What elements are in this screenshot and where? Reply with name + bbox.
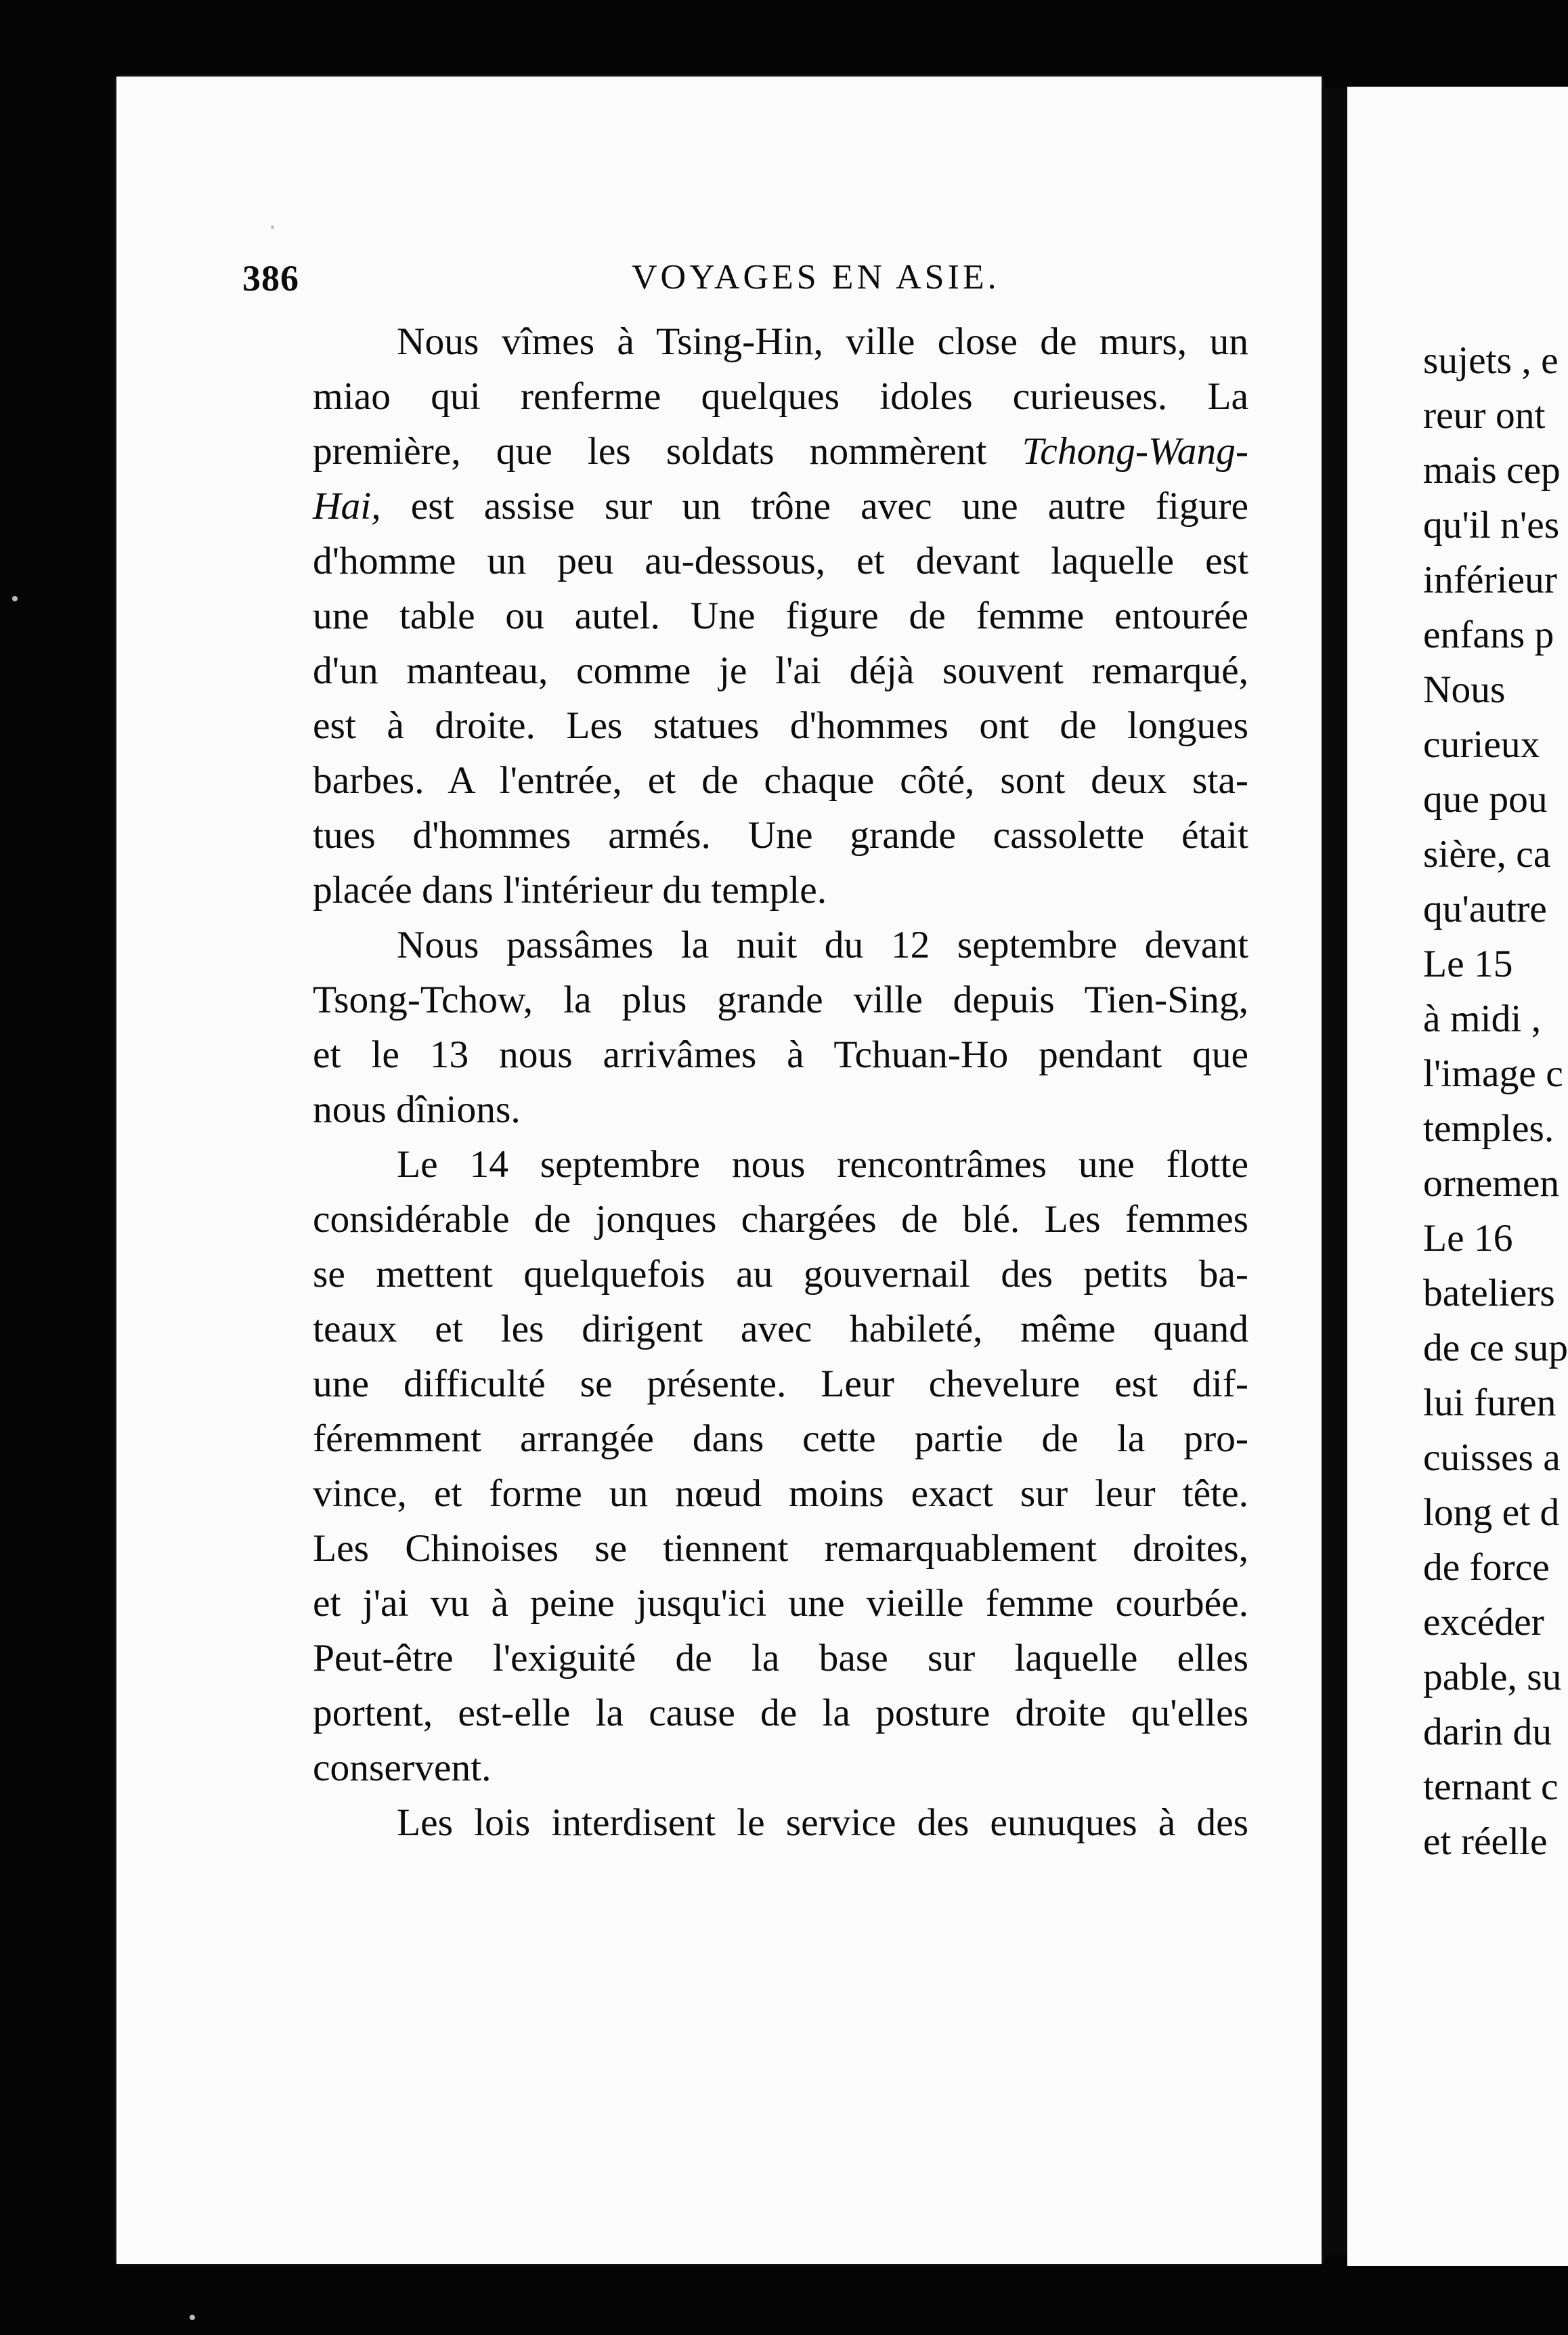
right-text-line: sière, ca bbox=[1423, 833, 1551, 876]
right-text-line: ternant c bbox=[1423, 1765, 1559, 1808]
text-run: une table ou autel. Une figure de femme entourée bbox=[313, 595, 1248, 637]
text-line bbox=[313, 808, 1248, 863]
text-line bbox=[313, 1686, 1248, 1740]
text-run: miao qui renferme quelques idoles curieuses. La bbox=[313, 375, 1248, 418]
right-text-line: Nous bbox=[1423, 668, 1506, 711]
text-line bbox=[313, 1302, 1248, 1356]
right-text-line: de ce sup bbox=[1423, 1327, 1568, 1369]
right-text-line: reur ont bbox=[1423, 394, 1546, 437]
right-text-line: lui furen bbox=[1423, 1381, 1556, 1424]
text-run: féremment arrangée dans cette partie de la pro- bbox=[313, 1417, 1248, 1460]
text-run: teaux et les dirigent avec habileté, même quand bbox=[313, 1308, 1248, 1350]
right-text-line: que pou bbox=[1423, 778, 1548, 821]
page-number: 386 bbox=[242, 258, 299, 299]
scan-speck bbox=[190, 2315, 195, 2320]
right-text-line: Le 16 bbox=[1423, 1217, 1513, 1260]
text-line bbox=[313, 1740, 1248, 1795]
text-run: Les Chinoises se tiennent remarquablement droites, bbox=[313, 1527, 1248, 1570]
running-title: VOYAGES EN ASIE. bbox=[632, 258, 1000, 297]
main-text-block bbox=[313, 314, 1248, 1850]
text-run: et le 13 nous arrivâmes à Tchuan-Ho pendant que bbox=[313, 1033, 1248, 1076]
right-text-line: et réelle bbox=[1423, 1820, 1548, 1863]
right-text-line: pable, su bbox=[1423, 1656, 1562, 1698]
right-text-line: temples. bbox=[1423, 1107, 1554, 1150]
text-run: Peut-être l'exiguité de la base sur laquelle elles bbox=[313, 1637, 1248, 1679]
text-line bbox=[355, 918, 1248, 972]
text-line bbox=[313, 1466, 1248, 1521]
text-run: une difficulté se présente. Leur chevelure est dif- bbox=[313, 1363, 1248, 1405]
text-run: est à droite. Les statues d'hommes ont de longues bbox=[313, 704, 1248, 747]
text-line bbox=[313, 588, 1248, 643]
right-text-line: qu'il n'es bbox=[1423, 504, 1560, 547]
text-line bbox=[313, 1082, 1248, 1137]
text-line bbox=[313, 479, 1248, 534]
text-line bbox=[355, 1795, 1248, 1850]
text-line bbox=[313, 643, 1248, 698]
text-run: Nous passâmes la nuit du 12 septembre devant bbox=[397, 924, 1248, 966]
right-text-line: curieux bbox=[1423, 723, 1540, 766]
right-text-line: ornemen bbox=[1423, 1162, 1560, 1205]
scan-speck bbox=[271, 226, 274, 229]
text-run: conservent. bbox=[313, 1747, 492, 1789]
right-text-line: darin du bbox=[1423, 1711, 1552, 1753]
text-line bbox=[313, 1631, 1248, 1686]
text-run: Le 14 septembre nous rencontrâmes une flotte bbox=[397, 1143, 1248, 1186]
text-run: barbes. A l'entrée, et de chaque côté, sont deux sta- bbox=[313, 759, 1248, 802]
right-text-line: excéder bbox=[1423, 1601, 1544, 1644]
text-line bbox=[313, 534, 1248, 588]
right-text-line: qu'autre bbox=[1423, 888, 1547, 930]
right-text-line: bateliers bbox=[1423, 1272, 1555, 1314]
text-line bbox=[313, 1192, 1248, 1247]
right-text-line: enfans p bbox=[1423, 614, 1554, 656]
right-text-line: long et d bbox=[1423, 1491, 1560, 1534]
text-run: placée dans l'intérieur du temple. bbox=[313, 869, 827, 912]
text-run: se mettent quelquefois au gouvernail des petits ba- bbox=[313, 1253, 1248, 1295]
text-run: d'homme un peu au-dessous, et devant laquelle est bbox=[313, 540, 1248, 582]
text-run: vince, et forme un nœud moins exact sur leur tête. bbox=[313, 1472, 1248, 1515]
text-line bbox=[313, 753, 1248, 808]
italic-name: Tchong-Wang- bbox=[1022, 430, 1248, 473]
text-line bbox=[313, 1247, 1248, 1302]
text-run: Les lois interdisent le service des eunuques à des bbox=[397, 1801, 1248, 1844]
text-line bbox=[355, 314, 1248, 369]
text-line bbox=[313, 972, 1248, 1027]
text-line bbox=[313, 1576, 1248, 1631]
right-text-line: de force bbox=[1423, 1546, 1550, 1589]
right-text-line: Le 15 bbox=[1423, 943, 1513, 985]
text-line bbox=[313, 1027, 1248, 1082]
text-line bbox=[313, 698, 1248, 753]
right-text-line: sujets , e bbox=[1423, 339, 1559, 382]
text-line bbox=[355, 1137, 1248, 1192]
text-run: tues d'hommes armés. Une grande cassolette était bbox=[313, 814, 1248, 857]
text-run: considérable de jonques chargées de blé. Les femmes bbox=[313, 1198, 1248, 1241]
right-text-line: l'image c bbox=[1423, 1052, 1563, 1095]
text-run: et j'ai vu à peine jusqu'ici une vieille femme courbée. bbox=[313, 1582, 1248, 1625]
right-page-text-fragment bbox=[1423, 333, 1568, 1869]
text-run: portent, est-elle la cause de la posture droite qu'elles bbox=[313, 1692, 1248, 1734]
text-line bbox=[313, 369, 1248, 424]
right-text-line: à midi , bbox=[1423, 998, 1542, 1040]
right-text-line: inférieur bbox=[1423, 559, 1557, 601]
text-run: Tsong-Tchow, la plus grande ville depuis Tien-Sing, bbox=[313, 979, 1248, 1021]
text-line bbox=[313, 1356, 1248, 1411]
text-run: nous dînions. bbox=[313, 1088, 521, 1131]
book-gutter bbox=[1322, 88, 1347, 2255]
italic-name: Hai, bbox=[313, 485, 381, 528]
text-run: première, que les soldats nommèrent bbox=[313, 430, 1022, 473]
right-text-line: mais cep bbox=[1423, 449, 1561, 492]
text-run: d'un manteau, comme je l'ai déjà souvent remarqué, bbox=[313, 649, 1248, 692]
page-header bbox=[242, 257, 1238, 318]
text-line bbox=[313, 1411, 1248, 1466]
text-line bbox=[313, 1521, 1248, 1576]
text-run: Nous vîmes à Tsing-Hin, ville close de murs, un bbox=[397, 320, 1248, 363]
scan-speck bbox=[12, 596, 18, 601]
right-text-line: cuisses a bbox=[1423, 1436, 1561, 1479]
text-line bbox=[313, 424, 1248, 479]
text-run: est assise sur un trône avec une autre figure bbox=[380, 485, 1248, 528]
text-line bbox=[313, 863, 1248, 918]
